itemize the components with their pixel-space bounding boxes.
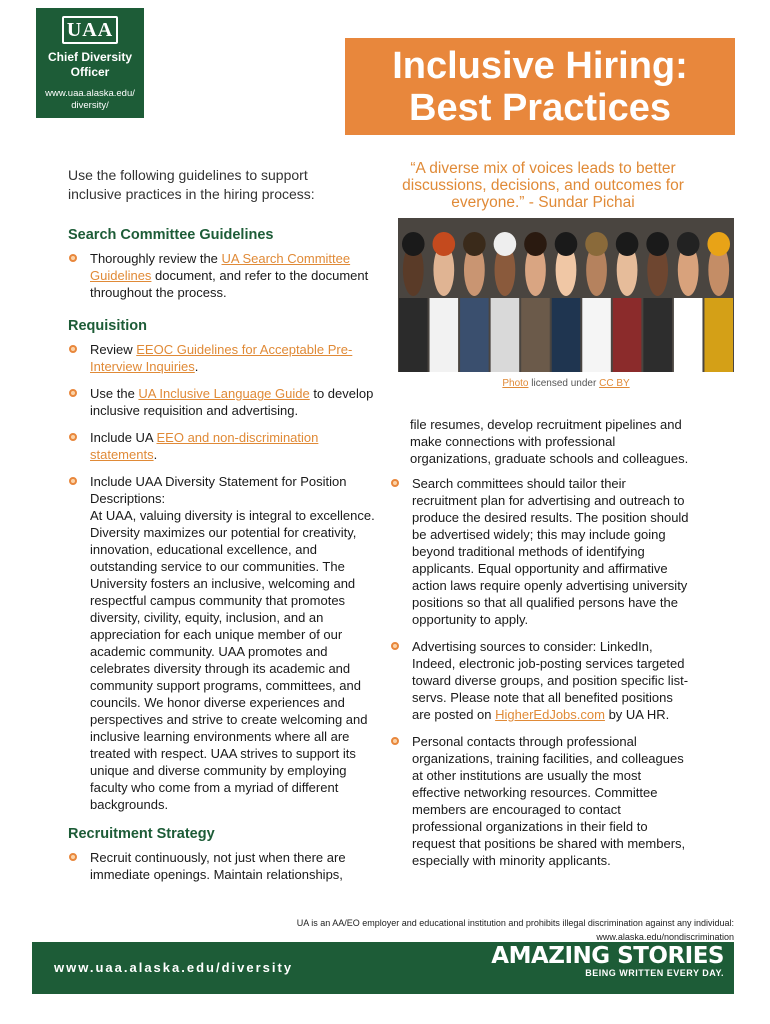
item-text: to develop inclusive requisition and advertising. [90,386,374,418]
diverse-workers-photo [398,218,734,372]
person-body [582,298,611,372]
nondiscrimination-note [200,916,734,944]
person-hair [433,232,456,256]
page-title-line2: Best Practices [409,87,671,129]
item-text: Review [90,342,137,357]
higheredjobs-link[interactable]: HigherEdJobs.com [495,707,605,722]
bullet-icon [391,737,399,745]
item-text: . [153,447,158,462]
person-hair [555,232,578,256]
amazing-stories-title: AMAZING STORIES [491,943,724,969]
footer-bar [32,942,734,994]
list-item [68,473,378,813]
diversity-statement-body: At UAA, valuing diversity is integral to excellence. Diversity maximizes our potential for creativity, innovation, educational excellence, and outstanding service to our communities. The University fosters an inclusive, welcoming and respectful campus community that promotes diversity, civility, equity, inclusion, and an appreciation for each unique member of our academic community. UAA promotes and celebrates diversity through its academic and community support programs, committees, and councils. We honor diverse experiences and perspectives and strive to create welcoming and inclusive learning environments where all are treated with respect. UAA strives to support its unique and diverse community by employing faculty who come from a myriad of different backgrounds. [90,508,375,812]
amazing-stories-logo [491,944,724,978]
right-column [390,416,690,875]
search-committee-list [68,250,378,301]
person-hair [707,232,730,256]
list-item [68,341,378,375]
person-hair [616,232,639,256]
list-item [390,475,690,628]
person-hair [402,232,425,256]
list-item [68,250,378,301]
item-text: Personal contacts through professional organizations, training facilities, and colleagues at other institutions are usually the most effective networking resources. Committee members are encouraged to contact professional organizations in their field to request that positions be shared with members, especially with minority applicants. [412,734,686,868]
person-hair [677,232,700,256]
photo-link[interactable]: Photo [502,378,529,389]
logo-title-line2: Officer [70,65,110,79]
person-body [704,298,733,372]
bullet-icon [69,389,77,397]
person-body [552,298,581,372]
list-item [390,733,690,869]
recruitment-item1-continued: file resumes, develop recruitment pipelines and make connections with professional organizations, graduate schools and colleagues. [410,417,689,466]
page-title-line1: Inclusive Hiring: [392,45,688,87]
list-item [390,638,690,723]
list-item [68,385,378,419]
title-banner [345,38,735,135]
search-committee-heading: Search Committee Guidelines [68,227,274,243]
cc-by-link[interactable]: CC BY [599,378,630,389]
person-hair [463,232,486,256]
person-hair [585,232,608,256]
logo-url-line2: diversity/ [71,100,109,111]
person-body [399,298,428,372]
person-body [643,298,672,372]
person-body [460,298,489,372]
eeoc-guidelines-link[interactable]: EEOC Guidelines for Acceptable Pre-Interview Inquiries [90,342,353,374]
recruitment-list-right [390,475,690,869]
bullet-icon [69,345,77,353]
intro-text: Use the following guidelines to support inclusive practices in the hiring process: [68,167,315,202]
recruitment-heading: Recruitment Strategy [68,826,215,842]
item-text: Use the [90,386,139,401]
amazing-stories-tagline: BEING WRITTEN EVERY DAY. [585,968,724,978]
person-hair [646,232,669,256]
person-body [521,298,550,372]
diversity-statement-lead: Include UAA Diversity Statement for Position Descriptions: [90,474,347,506]
bullet-icon [69,853,77,861]
person-body [674,298,703,372]
bullet-icon [391,479,399,487]
left-column [68,226,378,889]
footer-url[interactable]: www.uaa.alaska.edu/diversity [54,960,294,975]
pichai-quote: “A diverse mix of voices leads to better discussions, decisions, and outcomes for everyone.” - Sundar Pichai [402,160,684,211]
item-text: Search committees should tailor their recruitment plan for advertising and outreach to produce the desired results. The position should be advertised widely; this may include going beyond traditional methods of identifying applicants. Equal opportunity and affirmative action laws require openly advertising university positions so that all qualified persons have the opportunity to apply. [412,476,689,627]
bullet-icon [69,477,77,485]
person-hair [494,232,517,256]
logo-title-line1: Chief Diversity [47,50,133,64]
photo-caption [398,378,734,389]
uaa-logo-mark: UAA [62,16,118,44]
eeo-statements-link[interactable]: EEO and non-discrimination statements [90,430,319,462]
item-text: . [194,359,199,374]
item-text: Include UA [90,430,157,445]
footer-note-line2: www.alaska.edu/nondiscrimination [596,932,734,942]
list-item [68,849,378,883]
item-text: by UA HR. [604,707,670,722]
bullet-icon [69,254,77,262]
item-text: Advertising sources to consider: LinkedIn, Indeed, electronic job-posting services targeted toward diverse groups, and position specific list-servs. Please note that all benefited positions are posted on [412,639,689,722]
item-text: Recruit continuously, not just when there are immediate openings. Maintain relationships, [90,850,346,882]
list-item [68,429,378,463]
item-text: document, and refer to the document throughout the process. [90,268,369,300]
search-committee-guidelines-link[interactable]: UA Search Committee Guidelines [90,251,351,283]
person-body [613,298,642,372]
footer-note-line1: UA is an AA/EO employer and educational institution and prohibits illegal discrimination against any individual: [296,918,734,928]
person-body [430,298,459,372]
uaa-logo [36,8,144,118]
logo-url-line1: www.uaa.alaska.edu/ [45,88,135,99]
person-body [491,298,520,372]
bullet-icon [69,433,77,441]
item-text: Thoroughly review the [90,251,222,266]
requisition-heading: Requisition [68,318,147,334]
bullet-icon [391,642,399,650]
person-hair [524,232,547,256]
requisition-list [68,341,378,813]
people-illustration [398,218,734,372]
inclusive-language-guide-link[interactable]: UA Inclusive Language Guide [138,386,310,401]
caption-mid-text: licensed under [528,378,600,389]
recruitment-list-left [68,849,378,883]
